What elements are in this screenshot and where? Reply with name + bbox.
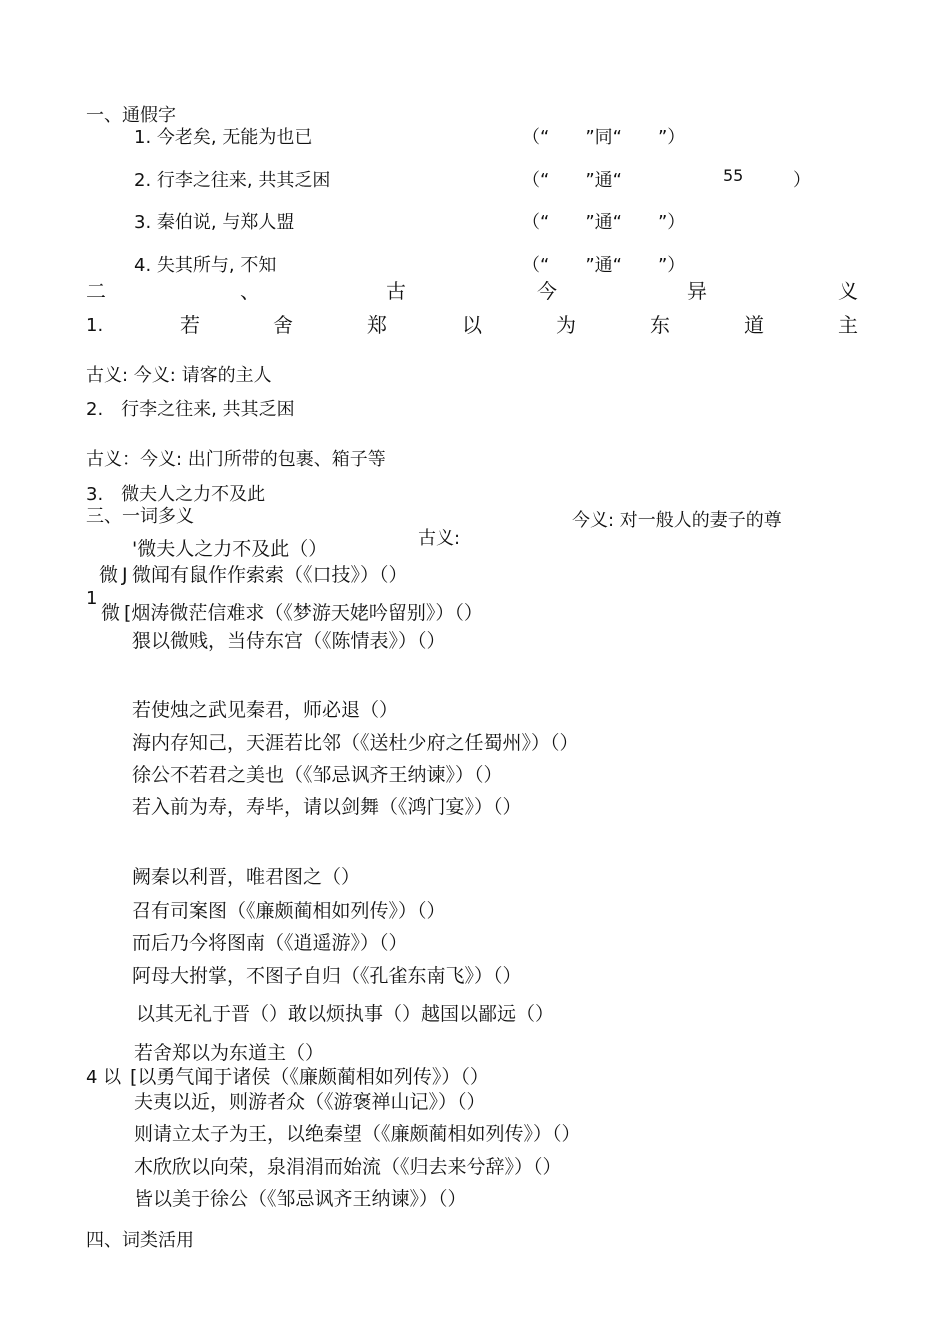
tongjia-paren-3: （“ ”通“ ”） xyxy=(522,212,686,233)
tu-item-1: 阙秦以利晋，唯君图之（） xyxy=(132,866,361,888)
tu-item-4: 阿母大拊掌，不图子自归（《孔雀东南飞》）（） xyxy=(132,965,522,987)
tu-item-3: 而后乃今将图南（《逍遥游》）（） xyxy=(132,932,408,954)
gujin-item-1-char: 为 xyxy=(556,313,576,337)
wei-label-prefix: 微 xyxy=(99,564,119,586)
gujin-item-3-gloss-old-clipped xyxy=(418,528,461,549)
gujin-item-3-gloss-new-clipped xyxy=(572,510,782,531)
yi-label: 4 以 xyxy=(86,1067,122,1088)
page-mark: 55 xyxy=(723,166,744,185)
yi-item-6: 皆以美于徐公（《邹忌讽齐王纳谏》）（） xyxy=(134,1188,467,1210)
gujin-item-1-char: 主 xyxy=(838,313,858,337)
wei-item-2: 微闻有鼠作作索索（《口技》）（） xyxy=(132,564,408,586)
section2-heading-char: 、 xyxy=(240,279,260,303)
gujin-item-1-char: 东 xyxy=(650,313,670,337)
tongjia-paren-4: （“ ”通“ ”） xyxy=(522,255,686,276)
gujin-item-1-gloss: 古义: 今义: 请客的主人 xyxy=(86,365,272,386)
wei-item-4: 猥以微贱，当侍东宫（《陈情表》）（） xyxy=(132,630,446,652)
ruo-item-4: 若入前为寿，寿毕，请以剑舞（《鸿门宴》）（） xyxy=(132,796,522,818)
section2-heading-char: 古 xyxy=(386,279,406,303)
yi-item-4: 则请立太子为王，以绝秦望（《廉颇蔺相如列传》）（） xyxy=(134,1123,581,1145)
gujin-item-1-char: 若 xyxy=(180,313,200,337)
wei-brace-j: J xyxy=(122,564,128,586)
gujin-item-1-num: 1. xyxy=(86,315,104,336)
tongjia-paren-2-close: ） xyxy=(793,170,811,191)
tongjia-paren-2: （“ ”通“ xyxy=(522,170,622,191)
tongjia-item-1: 1. 今老矣, 无能为也已 xyxy=(134,127,313,148)
yi-row: 以其无礼于晋（）敢以烦执事（）越国以鄙远（） xyxy=(136,1003,555,1025)
gujin-item-2: 2. 行李之往来, 共其乏困 xyxy=(86,399,295,420)
tu-item-2: 召有司案图（《廉颇蔺相如列传》）（） xyxy=(132,900,446,922)
section2-heading-char: 义 xyxy=(838,279,858,303)
yi-item-1: 若舍郑以为东道主（） xyxy=(134,1042,325,1064)
yi-item-5: 木欣欣以向荣，泉涓涓而始流（《归去来兮辞》）（） xyxy=(134,1156,562,1178)
wei-group-number: 1 xyxy=(86,588,98,609)
gujin-item-1-char: 以 xyxy=(462,313,482,337)
section1-heading: 一、通假字 xyxy=(86,105,176,126)
tongjia-item-3: 3. 秦伯说, 与郑人盟 xyxy=(134,212,295,233)
wei-item-1: '微夫人之力不及此（） xyxy=(132,538,328,560)
section2-heading-char: 二 xyxy=(86,279,106,303)
gujin-item-1-char: 道 xyxy=(744,313,764,337)
ruo-item-1: 若使烛之武见秦君，师必退（） xyxy=(132,699,399,721)
ruo-item-2: 海内存知己，天涯若比邻（《送杜少府之任蜀州》）（） xyxy=(132,732,579,754)
section2-heading-char: 今 xyxy=(537,279,557,303)
tongjia-paren-1: （“ ”同“ ”） xyxy=(522,127,686,148)
gujin-item-1-char: 舍 xyxy=(273,313,293,337)
gujin-item-1-char: 郑 xyxy=(367,313,387,337)
tongjia-item-4: 4. 失其所与, 不知 xyxy=(134,255,277,276)
wei-item-3: [烟涛微茫信难求（《梦游天姥吟留别》）（） xyxy=(124,602,483,624)
gujin-item-3-gloss-new: 今义: 对一般人的妻子的尊 xyxy=(572,510,782,531)
yi-item-3: 夫夷以近，则游者众（《游褒禅山记》）（） xyxy=(134,1091,486,1113)
gujin-item-3: 3. 微夫人之力不及此 xyxy=(86,484,266,505)
wei-label: 微 xyxy=(101,602,121,624)
gujin-item-2-gloss: 古义：今义: 出门所带的包裹、箱子等 xyxy=(86,449,386,470)
section2-heading-char: 异 xyxy=(687,279,707,303)
ruo-item-3: 徐公不若君之美也（《邹忌讽齐王纳谏》）（） xyxy=(132,764,503,786)
section3-heading: 三、一词多义 xyxy=(86,506,194,527)
section4-heading: 四、词类活用 xyxy=(86,1230,194,1251)
yi-item-2: [以勇气闻于诸侯（《廉颇蔺相如列传》）（） xyxy=(130,1066,489,1088)
gujin-item-3-gloss-old: 古义: xyxy=(418,528,461,549)
tongjia-item-2: 2. 行李之往来, 共其乏困 xyxy=(134,170,331,191)
